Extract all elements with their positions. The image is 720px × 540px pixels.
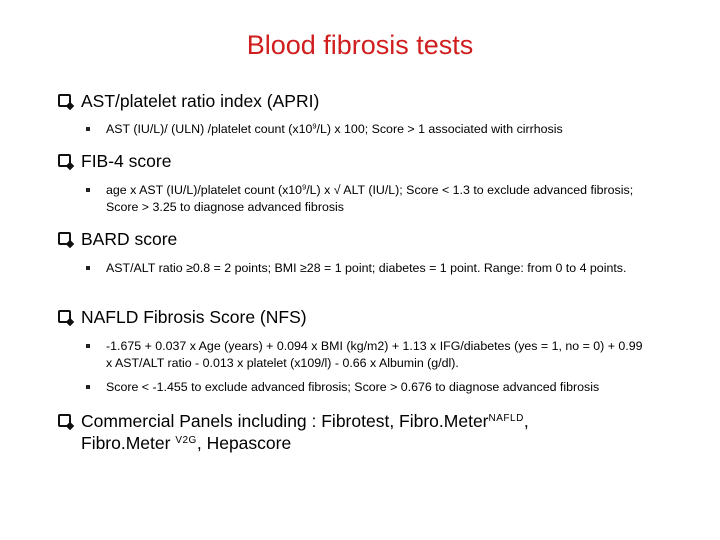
checkbox-bullet-icon: [58, 414, 71, 427]
square-bullet-icon: [86, 344, 90, 348]
bullet-bard: [58, 228, 177, 250]
sub-bullet-bard-formula: [86, 260, 646, 277]
checkbox-bullet-icon: [58, 154, 71, 167]
slide-title: Blood fibrosis tests: [246, 30, 474, 60]
bullet-apri: [58, 90, 319, 112]
checkbox-bullet-icon: [58, 310, 71, 323]
bullet-heading: NAFLD Fibrosis Score (NFS): [81, 307, 307, 327]
bullet-commercial-panels: [58, 410, 618, 454]
bullet-fib4: [58, 150, 171, 172]
sub-bullet-nfs-formula: [86, 338, 646, 372]
bullet-nfs: [58, 306, 307, 328]
sub-bullet-nfs-thresholds: [86, 379, 646, 396]
sub-bullet-text: Score < -1.455 to exclude advanced fibrosis; Score > 0.676 to diagnose advanced fibrosis: [106, 380, 600, 394]
square-bullet-icon: [86, 266, 90, 270]
bullet-heading: AST/platelet ratio index (APRI): [81, 91, 320, 111]
square-bullet-icon: [86, 385, 90, 389]
checkbox-bullet-icon: [58, 94, 71, 107]
bullet-heading: BARD score: [81, 229, 178, 249]
bullet-heading: FIB-4 score: [81, 151, 172, 171]
sub-bullet-text: age x AST (IU/L)/platelet count $(x10^9/L)$ x √ ALT (IU/L); Score < 1.3 to exclude advanced fibrosis; Score > 3.25 to diagnose advanced fibrosis: [106, 182, 634, 214]
sub-bullet-text: AST (IU/L)/ (ULN) /platelet count $(x10^9/L)$ x 100; Score > 1 associated with cirrhosis: [106, 121, 563, 136]
sub-bullet-text: AST/ALT ratio ≥0.8 = 2 points; BMI ≥28 = 1 point; diabetes = 1 point. Range: from 0 to 4 points.: [106, 261, 627, 275]
square-bullet-icon: [86, 127, 90, 131]
bullet-heading: Commercial Panels including : Fibrotest, Fibro.Meter$^{NAFLD}$, Fibro.Meter $^{V2G}$, Hepascore: [81, 411, 529, 453]
sub-bullet-apri-formula: [86, 121, 646, 138]
checkbox-bullet-icon: [58, 232, 71, 245]
sub-bullet-fib4-formula: [86, 182, 646, 216]
sub-bullet-text: -1.675 + 0.037 x Age (years) + 0.094 x BMI (kg/m2) + 1.13 x IFG/diabetes (yes = 1, no = 0) + 0.99 x AST/ALT ratio - 0.013 x platelet (x109/l) - 0.66 x Albumin (g/dl).: [106, 339, 643, 370]
square-bullet-icon: [86, 188, 90, 192]
